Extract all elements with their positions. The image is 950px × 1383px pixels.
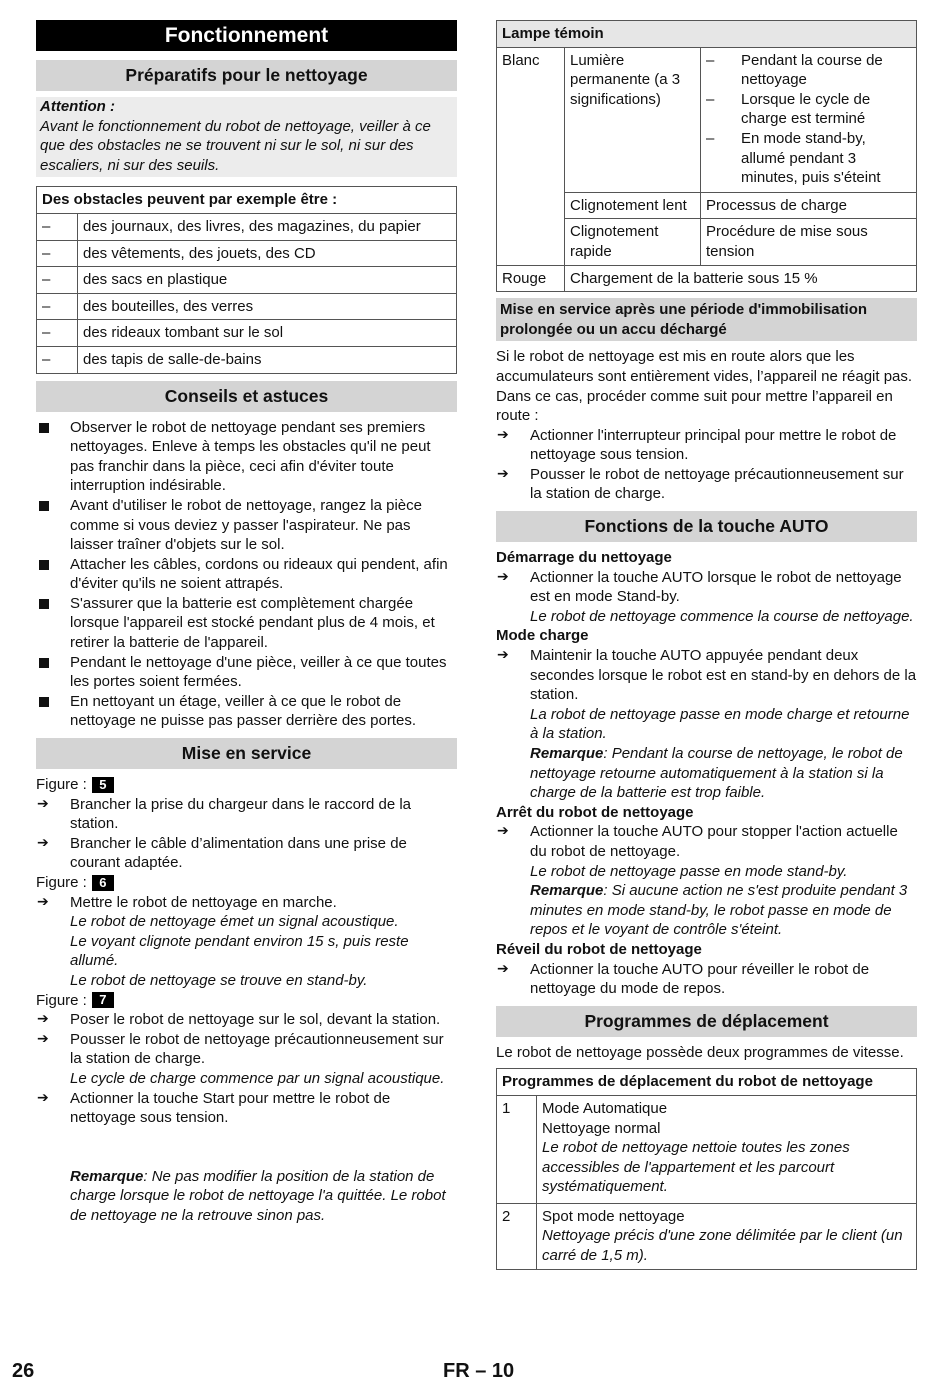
dash: –: [706, 129, 715, 147]
subheading-wake: Réveil du robot de nettoyage: [496, 940, 702, 958]
dash: –: [706, 51, 715, 69]
step-result: Le robot de nettoyage se trouve en stand-by.: [70, 971, 368, 989]
table-row: [497, 1095, 917, 1203]
step-item: ➔ Mettre le robot de nettoyage en marche.: [36, 893, 457, 913]
obstacle-item: des tapis de salle-de-bains: [78, 346, 457, 373]
chapter-title: Fonctionnement: [36, 20, 457, 51]
section-heading-programs: Programmes de déplacement: [496, 1006, 917, 1037]
remark-text: : Pendant la course de nettoyage, le robot de nettoyage retourne automatiquement à la station si la charge de la batterie est trop faible.: [530, 745, 903, 802]
obstacle-item: des bouteilles, des verres: [78, 293, 457, 320]
step-item: ➔ Poser le robot de nettoyage sur le sol, devant la station.: [36, 1010, 457, 1030]
dash: –: [37, 240, 78, 267]
remark-text: : Ne pas modifier la position de la station de charge lorsque le robot de nettoyage l'a quittée. Le robot de nettoyage ne la retrouve sinon pas.: [70, 1167, 446, 1224]
programs-table-header: Programmes de déplacement du robot de nettoyage: [497, 1069, 917, 1096]
steps-list: [36, 1089, 457, 1128]
list-item: S'assurer que la batterie est complètement chargée lorsque l'appareil est stocké pendant plus de 4 mois, et retirer la batterie de l'appareil.: [36, 594, 457, 653]
page-code: FR – 10: [443, 1360, 515, 1382]
figure-label: Figure :: [36, 991, 87, 1009]
mode-cell: Lumière permanente (a 3 significations): [565, 47, 701, 192]
dash: –: [706, 90, 715, 108]
step-item: ➔ Pousser le robot de nettoyage précautionneusement sur la station de charge.: [496, 465, 917, 504]
figure-label: Figure :: [36, 874, 87, 891]
list-item: En nettoyant un étage, veiller à ce que le robot de nettoyage ne puisse pas passer derrière des portes.: [36, 692, 457, 731]
table-row: [37, 267, 457, 294]
remark-label: Remarque: [530, 745, 604, 762]
program-name: Mode Automatique: [542, 1099, 668, 1117]
list-item: Pendant le nettoyage d'une pièce, veiller à ce que toutes les portes soient fermées.: [36, 653, 457, 692]
tips-list: [36, 418, 457, 732]
program-name: Spot mode nettoyage: [542, 1207, 685, 1225]
program-number: 1: [497, 1095, 537, 1203]
figure-number-badge: 5: [92, 777, 114, 793]
step-result: Le voyant clignote pendant environ 15 s, puis reste allumé.: [70, 932, 409, 970]
meaning-item: [706, 129, 912, 188]
steps-list: [36, 893, 457, 913]
obstacle-item: des rideaux tombant sur le sol: [78, 320, 457, 347]
step-result: Le robot de nettoyage passe en mode stand-by.: [530, 862, 848, 880]
steps-list: [496, 960, 917, 999]
meaning-text: En mode stand-by, allumé pendant 3 minutes, puis s'éteint: [741, 129, 881, 187]
list-item: Attacher les câbles, cordons ou rideaux qui pendent, afin d'éviter qu'ils ne soient attrapés.: [36, 555, 457, 594]
list-item: Observer le robot de nettoyage pendant ses premiers nettoyages. Enleve à temps les obstacles qu'il ne peut pas franchir dans la pièce, ceci afin d'éviter toute interruption indésirable.: [36, 418, 457, 496]
table-row: [497, 1203, 917, 1269]
table-row: [37, 346, 457, 373]
step-item: ➔ Pousser le robot de nettoyage précautionneusement sur la station de charge.: [36, 1030, 457, 1069]
section-heading-preparation: Préparatifs pour le nettoyage: [36, 60, 457, 91]
obstacles-header: Des obstacles peuvent par exemple être :: [37, 187, 457, 214]
program-desc: Nettoyage précis d'une zone délimitée par le client (un carré de 1,5 m).: [542, 1227, 903, 1265]
step-item: ➔ Brancher le câble d’alimentation dans une prise de courant adaptée.: [36, 834, 457, 873]
meaning-text: Lorsque le cycle de charge est terminé: [741, 90, 871, 128]
step-item: ➔ Brancher la prise du chargeur dans le raccord de la station.: [36, 795, 457, 834]
mode-cell: Clignotement lent: [565, 192, 701, 219]
program-subname: Nettoyage normal: [542, 1119, 661, 1137]
section-heading-auto: Fonctions de la touche AUTO: [496, 511, 917, 542]
step-item: ➔ Actionner la touche AUTO lorsque le robot de nettoyage est en mode Stand-by.: [496, 568, 917, 607]
figure-number-badge: 6: [92, 875, 114, 891]
section-heading-restart: Mise en service après une période d'immobilisation prolongée ou un accu déchargé: [496, 298, 917, 341]
obstacle-item: des sacs en plastique: [78, 267, 457, 294]
figure-number-badge: 7: [92, 992, 114, 1008]
program-cell: [537, 1203, 917, 1269]
attention-box: [36, 97, 457, 177]
table-row: [497, 47, 917, 192]
meaning-text: Pendant la course de nettoyage: [741, 51, 883, 89]
table-row: [37, 293, 457, 320]
obstacle-item: des vêtements, des jouets, des CD: [78, 240, 457, 267]
table-row: [37, 213, 457, 240]
lamp-table-header: Lampe témoin: [497, 21, 917, 48]
programs-table: [496, 1068, 917, 1269]
dash: –: [37, 320, 78, 347]
obstacle-item: des journaux, des livres, des magazines, du papier: [78, 213, 457, 240]
meaning-cell: Chargement de la batterie sous 15 %: [565, 265, 917, 292]
step-item: ➔ Actionner la touche AUTO pour réveiller le robot de nettoyage du mode de repos.: [496, 960, 917, 999]
step-result: Le robot de nettoyage commence la course de nettoyage.: [530, 607, 914, 625]
obstacles-table: [36, 186, 457, 373]
table-row: [497, 265, 917, 292]
programs-text: Le robot de nettoyage possède deux programmes de vitesse.: [496, 1043, 904, 1061]
meaning-cell: Processus de charge: [701, 192, 917, 219]
steps-list: [36, 795, 457, 873]
meaning-item: [706, 51, 912, 90]
restart-text: Si le robot de nettoyage est mis en route alors que les accumulateurs sont entièrement vides, l’appareil ne réagit pas. Dans ce cas, procéder comme suit pour mettre l’appareil en route :: [496, 348, 913, 425]
step-item: ➔ Actionner l'interrupteur principal pour mettre le robot de nettoyage sous tension.: [496, 426, 917, 465]
left-column: [36, 20, 457, 1226]
steps-list: [36, 1010, 457, 1069]
steps-list: [496, 822, 917, 861]
remark: [36, 1167, 457, 1226]
dash: –: [37, 346, 78, 373]
attention-text: Avant le fonctionnement du robot de nettoyage, veiller à ce que des obstacles ne se trouvent ni sur le sol, ni sur des escaliers, ni sur des seuils.: [40, 117, 431, 174]
remark: [496, 744, 917, 803]
meaning-item: [706, 90, 912, 129]
color-cell: Rouge: [497, 265, 565, 292]
subheading-stop: Arrêt du robot de nettoyage: [496, 803, 694, 821]
step-item: ➔ Actionner la touche AUTO pour stopper l'action actuelle du robot de nettoyage.: [496, 822, 917, 861]
meaning-cell: [701, 47, 917, 192]
page-number: 26: [12, 1360, 35, 1382]
subheading-start: Démarrage du nettoyage: [496, 549, 672, 567]
program-desc: Le robot de nettoyage nettoie toutes les zones accessibles de l'appartement et les parcourt systématiquement.: [542, 1139, 850, 1196]
mode-cell: Clignotement rapide: [565, 219, 701, 265]
remark-label: Remarque: [70, 1167, 144, 1185]
table-row: [37, 240, 457, 267]
steps-list: [496, 646, 917, 705]
remark-text: : Si aucune action ne s'est produite pendant 3 minutes en mode stand-by, le robot passe en mode de repos et le voyant de contrôle s'éteint.: [530, 882, 908, 939]
subheading-charge: Mode charge: [496, 627, 589, 645]
right-column: [496, 20, 917, 1270]
remark: [496, 881, 917, 940]
figure-ref: [36, 991, 457, 1011]
program-number: 2: [497, 1203, 537, 1269]
step-item: ➔ Actionner la touche Start pour mettre le robot de nettoyage sous tension.: [36, 1089, 457, 1128]
step-result: Le cycle de charge commence par un signal acoustique.: [70, 1069, 445, 1087]
section-heading-tips: Conseils et astuces: [36, 381, 457, 412]
meaning-cell: Procédure de mise sous tension: [701, 219, 917, 265]
step-result: La robot de nettoyage passe en mode charge et retourne à la station.: [530, 705, 910, 743]
lamp-table: [496, 20, 917, 292]
table-row: [37, 320, 457, 347]
step-item: ➔ Maintenir la touche AUTO appuyée pendant deux secondes lorsque le robot est en stand-by en dehors de la station.: [496, 646, 917, 705]
figure-ref: [36, 775, 457, 795]
steps-list: [496, 568, 917, 607]
figure-label: Figure :: [36, 776, 87, 794]
remark-label: Remarque: [530, 882, 604, 900]
steps-list: [496, 426, 917, 504]
step-result: Le robot de nettoyage émet un signal acoustique.: [70, 913, 399, 931]
dash: –: [37, 293, 78, 320]
figure-ref: [36, 873, 457, 893]
section-heading-mise-en-service: Mise en service: [36, 738, 457, 769]
list-item: Avant d'utiliser le robot de nettoyage, rangez la pièce comme si vous deviez y passer l'aspirateur. Ne pas laisser traîner d'objets sur le sol.: [36, 496, 457, 555]
color-cell: Blanc: [497, 47, 565, 265]
attention-label: Attention :: [40, 98, 115, 115]
program-cell: [537, 1095, 917, 1203]
dash: –: [37, 267, 78, 294]
dash: –: [37, 213, 78, 240]
